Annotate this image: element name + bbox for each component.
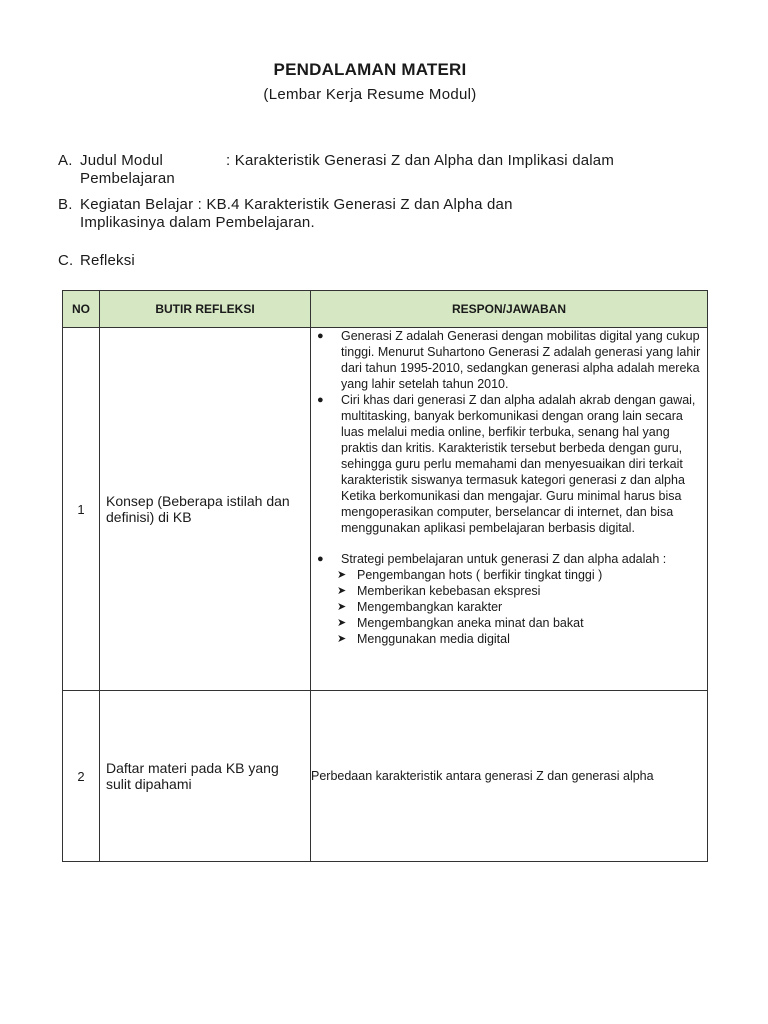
judul-modul-label: Judul Modul [80,152,164,169]
sub-list [337,567,701,647]
arrow-bullet-icon: ➤ [337,617,347,629]
section-letter: A. [58,152,73,169]
sub-list-item: ➤ Menggunakan media digital [337,632,510,646]
arrow-bullet-icon: ➤ [337,601,347,613]
section-judul-modul [58,152,718,192]
column-header-no: NO [63,291,100,328]
row-number: 1 [63,328,100,691]
reflection-table [62,290,708,862]
arrow-bullet-icon: ➤ [337,569,347,581]
respon-cell [311,328,708,691]
sub-list-item: ➤ Memberikan kebebasan ekspresi [337,584,541,598]
bullet-text: Strategi pembelajaran untuk generasi Z dan alpha adalah : [341,552,667,566]
list-item [311,392,707,536]
table-header-row [63,291,708,328]
list-item [311,551,707,647]
sub-list-item: ➤ Mengembangkan karakter [337,600,503,614]
list-item [311,328,707,392]
sub-list-item: ➤ Mengembangkan aneka minat dan bakat [337,616,584,630]
section-kegiatan-belajar [58,196,718,236]
sub-list-item: ➤ Pengembangan hots ( berfikir tingkat tinggi ) [337,568,603,582]
respon-cell: Perbedaan karakteristik antara generasi Z dan generasi alpha [311,691,708,862]
column-header-butir: BUTIR REFLEKSI [100,291,311,328]
bullet-list [311,328,707,647]
judul-modul-value: : Karakteristik Generasi Z dan Alpha dan Implikasi dalam [226,152,615,169]
table-row [63,691,708,862]
arrow-bullet-icon: ➤ [337,633,347,645]
refleksi-label: Refleksi [80,252,135,269]
table-row [63,328,708,691]
column-header-respon: RESPON/JAWABAN [311,291,708,328]
section-letter: B. [58,196,73,213]
bullet-dot-icon: ● [317,553,324,565]
butir-cell: Daftar materi pada KB yang sulit dipahami [100,691,311,862]
bullet-text: Ciri khas dari generasi Z dan alpha adalah akrab dengan gawai, multitasking, banyak berkomunikasi dengan orang lain secara luas melalui media online, berfikir terbuka, senang hal yang praktis dan kritis. Karakteristik tersebut berbeda dengan guru, sehingga guru perlu memahami dan menyesuaikan diri terkait karakteristik siswanya termasuk kategori generasi z dan alpha Ketika berkomunikasi dan mengajar. Guru minimal harus bisa mengoperasikan computer, berselancar di internet, dan bisa menggunakan aplikasi pembelajaran berbasis digital. [341,393,696,535]
bullet-text: Generasi Z adalah Generasi dengan mobilitas digital yang cukup tinggi. Menurut Suhartono Generasi Z adalah generasi yang lahir dari tahun 1995-2010, sedangkan generasi alpha adalah mereka yang lahir setelah tahun 2010. [341,329,701,391]
page-subtitle: (Lembar Kerja Resume Modul) [263,86,477,103]
bullet-dot-icon: ● [317,330,324,342]
row-number: 2 [63,691,100,862]
arrow-bullet-icon: ➤ [337,585,347,597]
section-refleksi [58,252,718,272]
bullet-dot-icon: ● [317,394,324,406]
kegiatan-belajar-line2: Implikasinya dalam Pembelajaran. [80,214,315,231]
judul-modul-value-cont: Pembelajaran [80,170,175,187]
section-letter: C. [58,252,74,269]
kegiatan-belajar-line1: Kegiatan Belajar : KB.4 Karakteristik Generasi Z dan Alpha dan [80,196,513,213]
butir-cell: Konsep (Beberapa istilah dan definisi) di KB [100,328,311,691]
page-title: PENDALAMAN MATERI [273,60,467,79]
